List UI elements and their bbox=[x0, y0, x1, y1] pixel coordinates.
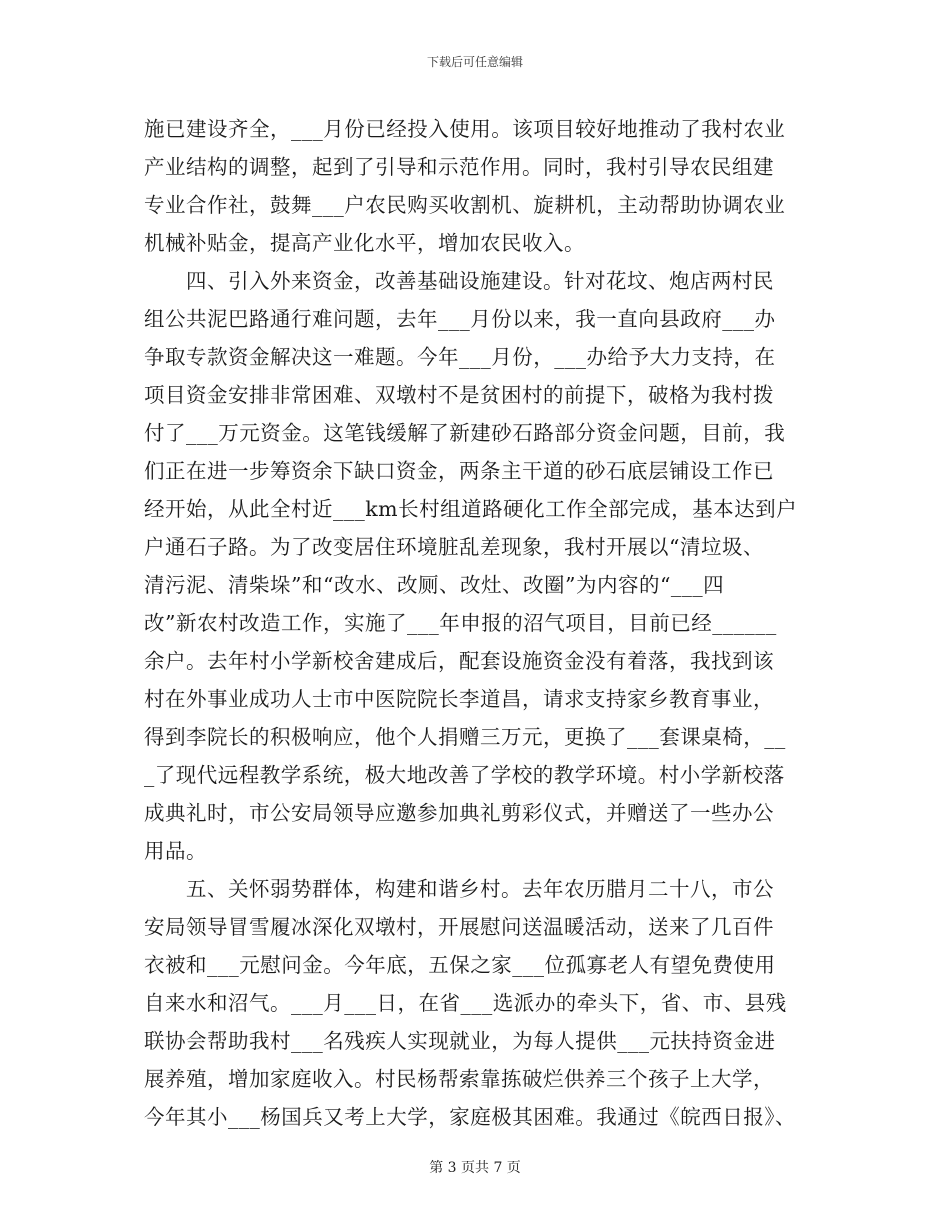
text-line: 展养殖，增加家庭收入。村民杨帮索靠拣破烂供养三个孩子上大学， bbox=[144, 1067, 774, 1091]
text-line: 施已建设齐全，___月份已经投入使用。该项目较好地推动了我村农业 bbox=[144, 117, 786, 141]
text-line: 改”新农村改造工作，实施了___年申报的沼气项目，目前已经______ bbox=[144, 611, 777, 635]
text-line: 专业合作社，鼓舞___户农民购买收割机、旋耕机，主动帮助协调农业 bbox=[144, 193, 786, 217]
text-line: 得到李院长的积极响应，他个人捐赠三万元，更换了___套课桌椅，__ bbox=[144, 725, 786, 749]
text-line: 余户。去年村小学新校舍建成后，配套设施资金没有着落，我找到该 bbox=[144, 649, 774, 673]
text-line: 今年其小___杨国兵又考上大学，家庭极其困难。我通过《皖西日报》、 bbox=[144, 1105, 796, 1129]
text-line: 成典礼时，市公安局领导应邀参加典礼剪彩仪式，并赠送了一些办公 bbox=[144, 801, 774, 825]
text-line: 自来水和沼气。___月___日，在省___选派办的牵头下，省、市、县残 bbox=[144, 991, 787, 1015]
text-line: 组公共泥巴路通行难问题，去年___月份以来，我一直向县政府___办 bbox=[144, 307, 776, 331]
text-line: 经开始，从此全村近___km长村组道路硬化工作全部完成，基本达到户 bbox=[144, 497, 798, 521]
text-line: 安局领导冒雪履冰深化双墩村，开展慰问送温暖活动，送来了几百件 bbox=[144, 915, 774, 939]
text-line: 争取专款资金解决这一难题。今年___月份，___办给予大力支持，在 bbox=[144, 345, 776, 369]
text-line: 五、关怀弱势群体，构建和谐乡村。去年农历腊月二十八，市公 bbox=[144, 877, 774, 901]
text-line: 们正在进一步筹资余下缺口资金，两条主干道的砂石底层铺设工作已 bbox=[144, 459, 774, 483]
text-line: 联协会帮助我村___名残疾人实现就业，为每人提供___元扶持资金进 bbox=[144, 1029, 776, 1053]
text-line: 项目资金安排非常困难、双墩村不是贫困村的前提下，破格为我村拨 bbox=[144, 383, 774, 407]
page-footer: 第 3 页共 7 页 bbox=[429, 1160, 521, 1176]
text-line: 村在外事业成功人士市中医院院长李道昌，请求支持家乡教育事业， bbox=[144, 687, 774, 711]
page-header: 下载后可任意编辑 bbox=[426, 55, 523, 69]
text-line: 用品。 bbox=[144, 839, 207, 863]
text-line: 产业结构的调整，起到了引导和示范作用。同时，我村引导农民组建 bbox=[144, 155, 774, 179]
text-line: 清污泥、清柴垛”和“改水、改厕、改灶、改圈”为内容的“___四 bbox=[144, 573, 725, 597]
text-line: 付了___万元资金。这笔钱缓解了新建砂石路部分资金问题，目前，我 bbox=[144, 421, 786, 445]
document-body bbox=[144, 110, 824, 1136]
text-line: 衣被和___元慰问金。今年底，五保之家___位孤寡老人有望免费使用 bbox=[144, 953, 776, 977]
text-line: 四、引入外来资金，改善基础设施建设。针对花坟、炮店两村民 bbox=[144, 269, 774, 293]
text-line: 户通石子路。为了改变居住环境脏乱差现象，我村开展以“清垃圾、 bbox=[144, 535, 764, 559]
text-line: 机械补贴金，提高产业化水平，增加农民收入。 bbox=[144, 231, 585, 255]
text-line: _了现代远程教学系统，极大地改善了学校的教学环境。村小学新校落 bbox=[144, 763, 785, 787]
